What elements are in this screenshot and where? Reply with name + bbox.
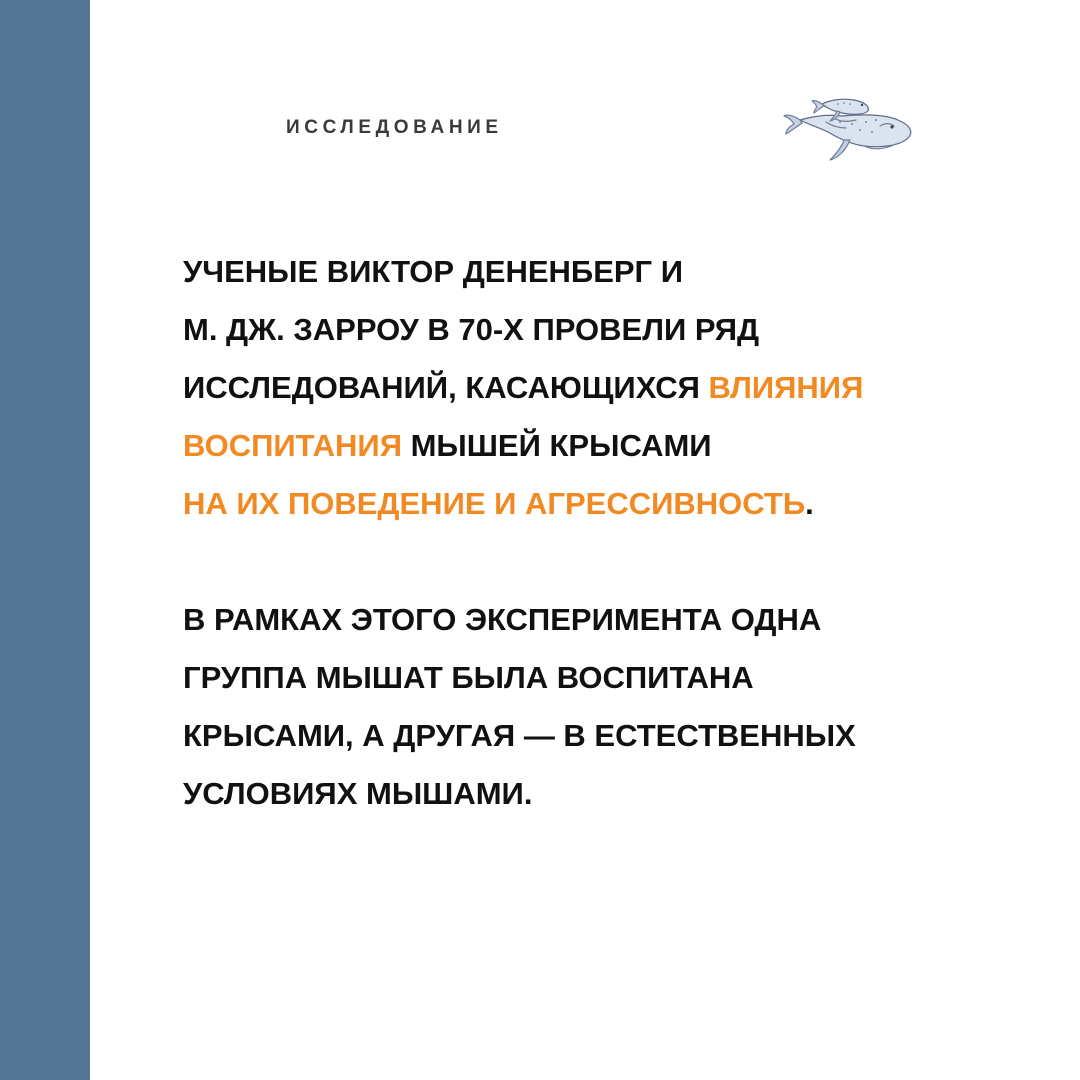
highlight-text: НА ИХ ПОВЕДЕНИЕ И АГРЕССИВНОСТЬ	[183, 486, 806, 521]
text-fragment: .	[805, 486, 814, 521]
text-line: УСЛОВИЯХ МЫШАМИ.	[183, 776, 533, 811]
left-sidebar-stripe	[0, 0, 90, 1080]
text-line: ГРУППА МЫШАТ БЫЛА ВОСПИТАНА	[183, 660, 754, 695]
text-line	[183, 359, 983, 417]
text-line: М. ДЖ. ЗАРРОУ В 70-Х ПРОВЕЛИ РЯД	[183, 312, 760, 347]
paragraph-study-intro	[183, 243, 983, 533]
text-line: КРЫСАМИ, А ДРУГАЯ — В ЕСТЕСТВЕННЫХ	[183, 718, 856, 753]
text-line: УЧЕНЫЕ ВИКТОР ДЕНЕНБЕРГ И	[183, 254, 684, 289]
text-fragment: МЫШЕЙ КРЫСАМИ	[402, 428, 712, 463]
text-line: В РАМКАХ ЭТОГО ЭКСПЕРИМЕНТА ОДНА	[183, 602, 822, 637]
text-line	[183, 417, 983, 475]
text-line	[183, 475, 983, 533]
highlight-text: ВОСПИТАНИЯ	[183, 428, 402, 463]
highlight-text: ВЛИЯНИЯ	[708, 370, 864, 405]
text-fragment: ИССЛЕДОВАНИЙ, КАСАЮЩИХСЯ	[183, 370, 709, 405]
paragraph-experiment	[183, 591, 983, 823]
whale-illustration-icon	[780, 92, 920, 168]
main-text	[183, 243, 983, 823]
section-label: ИССЛЕДОВАНИЕ	[286, 117, 503, 138]
